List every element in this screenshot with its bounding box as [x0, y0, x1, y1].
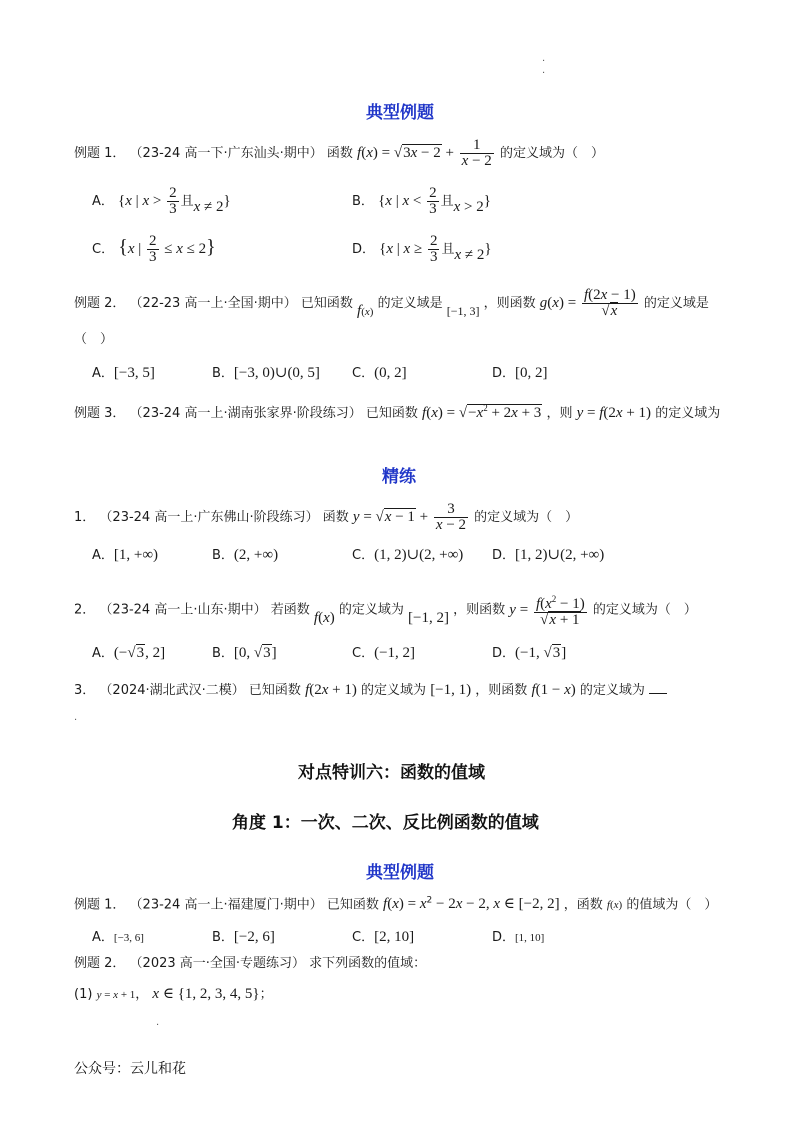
option-d[interactable]: D．[1, 10] — [492, 930, 545, 945]
problem-label: 2． — [74, 602, 96, 618]
option-c[interactable]: C．[2, 10] — [352, 929, 415, 945]
section-title: 典型例题 — [366, 103, 434, 123]
scan-dot: . — [74, 712, 78, 723]
heading-angle-1: 角度 1：一次、二次、反比例函数的值域 — [232, 813, 539, 833]
answer-blank[interactable] — [649, 681, 667, 694]
scan-dot: · — [542, 56, 546, 67]
option-b[interactable]: B．[−2, 6] — [212, 929, 275, 945]
option-d[interactable]: D．(−1, √3] — [492, 645, 567, 661]
subproblem-1: (1) y = x + 1， x ∈ {1, 2, 3, 4, 5}； — [74, 986, 273, 1002]
problem-label: 例题 1． — [74, 146, 126, 161]
option-b[interactable]: B． {x | x < $\frac{2}{3}$ 且x > 2} — [352, 185, 491, 217]
practice-1: 1． （23-24 高一上·广东佛山·阶段练习） 函数 y = √x − 1 + $\frac{3}{x - 2}$ 的定义域为（ ） — [74, 501, 579, 533]
problem-label: 3． — [74, 683, 96, 698]
option-c[interactable]: C．(−1, 2] — [352, 645, 416, 661]
problem-source: （22-23 高一上·全国·期中） — [129, 296, 297, 311]
section-title: 精练 — [382, 467, 416, 487]
problem-source: （23-24 高一上·福建厦门·期中） — [129, 897, 323, 913]
option-a[interactable]: A． {x | x > $\frac{2}{3}$ 且x ≠ 2} — [92, 185, 231, 217]
problem-ex3: 例题 3． （23-24 高一上·湖南张家界·阶段练习） 已知函数 $f(x) = √-x^2 + 2x + 3$ ，则 y = f(2x + 1) 的定义域为 — [74, 403, 721, 421]
option-d[interactable]: D．[1, 2)∪(2, +∞) — [492, 547, 605, 563]
option-a[interactable]: A．[−3, 5] — [92, 365, 155, 381]
problem-label: 例题 2． — [74, 956, 126, 971]
problem-source: （23-24 高一上·山东·期中） — [99, 602, 267, 618]
problem-label: 例题 3． — [74, 406, 126, 421]
option-c[interactable]: C．(1, 2)∪(2, +∞) — [352, 547, 464, 563]
problem-ex2: 例题 2． （22-23 高一上·全国·期中） 已知函数 f(x) 的定义域是 [−1, 3] ，则函数 g(x) = $\frac{f(2x - 1)}{√x}$ 的定义域是 — [74, 287, 709, 319]
problem-label: 例题 1． — [74, 897, 126, 913]
problem-source: （23-24 高一上·广东佛山·阶段练习） — [99, 510, 319, 525]
footer-account: 公众号：云儿和花 — [74, 1061, 186, 1077]
option-c[interactable]: C． {x | $\frac{2}{3}$ ≤ x ≤ 2} — [92, 233, 216, 265]
problem-ex1: 例题 1． （23-24 高一下·广东汕头·期中） 函数 f(x) = √3x − 2 + $\frac{1}{x - 2}$ 的定义域为（ ） — [74, 137, 604, 169]
formula: f(x) = √3x − 2 + $\frac{1}{x - 2}$ — [357, 137, 492, 169]
problem-label: 例题 2． — [74, 296, 126, 311]
practice-2: 2． （23-24 高一上·山东·期中） 若函数 f(x) 的定义域为 [−1, 2] ，则函数 y = $\frac{f(x^2 - 1)}{√x + 1}$ 的定义域为（ ） — [74, 594, 697, 628]
formula: g(x) = $\frac{f(2x - 1)}{√x}$ — [539, 287, 636, 319]
scan-dot: · — [156, 1020, 160, 1031]
option-a[interactable]: A．[−3, 6] — [92, 930, 144, 945]
problem-range-1: 例题 1． （23-24 高一上·福建厦门·期中） 已知函数 $f(x) = x^2 - 2x - 2$, x ∈ [−2, 2] ，函数 f(x) 的值域为（ ） — [74, 896, 718, 913]
option-b[interactable]: B．(2, +∞) — [212, 547, 279, 563]
option-d[interactable]: D．[0, 2] — [492, 365, 548, 381]
problem-source: （23-24 高一下·广东汕头·期中） — [129, 146, 323, 161]
scan-dot: · — [542, 68, 546, 79]
problem-source: （2024·湖北武汉·二模） — [99, 683, 245, 698]
option-b[interactable]: B．[0, √3] — [212, 645, 277, 661]
practice-3: 3． （2024·湖北武汉·二模） 已知函数 f(2x + 1) 的定义域为 [−1, 1) ，则函数 f(1 − x) 的定义域为 — [74, 680, 667, 701]
problem-source: （2023 高一·全国·专题练习） — [129, 956, 306, 971]
option-b[interactable]: B．[−3, 0)∪(0, 5] — [212, 365, 320, 381]
option-a[interactable]: A．[1, +∞) — [92, 547, 159, 563]
section-title: 典型例题 — [366, 863, 434, 883]
heading-value-range: 对点特训六：函数的值域 — [298, 763, 485, 783]
option-d[interactable]: D． {x | x ≥ $\frac{2}{3}$ 且x ≠ 2} — [352, 233, 492, 265]
problem-source: （23-24 高一上·湖南张家界·阶段练习） — [129, 406, 362, 421]
option-c[interactable]: C．(0, 2] — [352, 365, 407, 381]
option-a[interactable]: A．(−√3, 2] — [92, 645, 166, 661]
problem-range-2: 例题 2． （2023 高一·全国·专题练习） 求下列函数的值域： — [74, 956, 427, 971]
problem-label: 1． — [74, 510, 96, 525]
